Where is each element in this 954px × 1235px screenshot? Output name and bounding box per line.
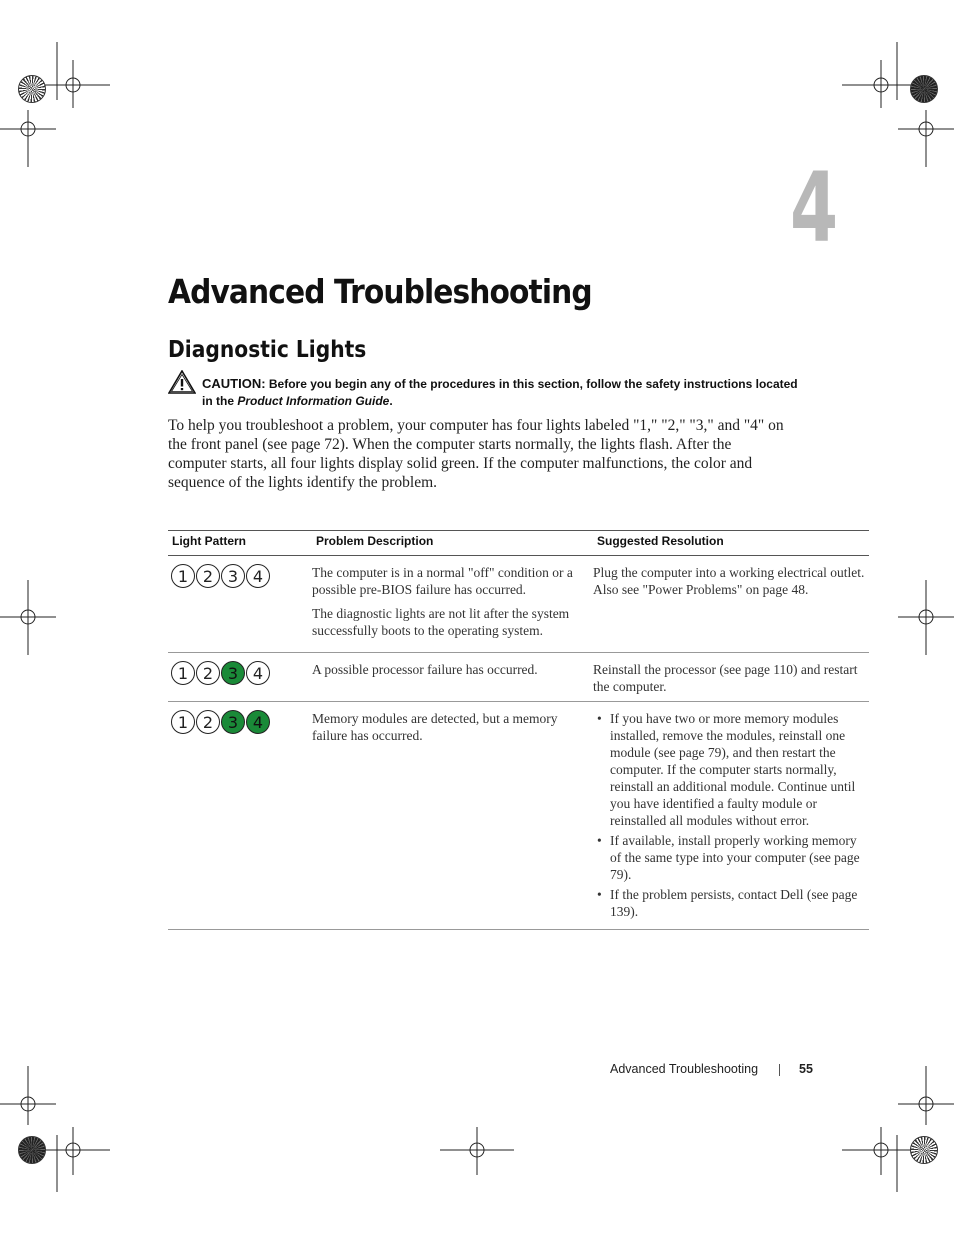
light-on-icon: 4: [246, 710, 270, 734]
problem-description-cell: [312, 702, 593, 930]
guide-title: Product Information Guide: [237, 394, 390, 408]
warning-triangle-icon: [168, 370, 196, 394]
suggested-resolution-cell: [593, 556, 869, 653]
footer-divider: [779, 1064, 780, 1076]
light-off-icon: 1: [171, 661, 195, 685]
bullet-icon: •: [597, 887, 602, 902]
light-pattern: [171, 710, 308, 734]
table-row: [168, 556, 869, 653]
light-on-icon: 3: [221, 710, 245, 734]
light-pattern: [171, 564, 308, 588]
suggested-resolution: Plug the computer into a working electrical outlet. Also see "Power Problems" on page 48.: [593, 565, 865, 597]
chapter-title: Advanced Troubleshooting: [168, 272, 592, 311]
light-off-icon: 2: [196, 710, 220, 734]
page-number: 55: [799, 1062, 813, 1076]
resolution-step: If the problem persists, contact Dell (see page 139).: [610, 887, 858, 919]
column-header: Light Pattern: [168, 531, 312, 556]
problem-description: The diagnostic lights are not lit after the system successfully boots to the operating system.: [312, 606, 570, 638]
problem-description: The computer is in a normal "off" condition or a possible pre-BIOS failure has occurred.: [312, 565, 573, 597]
light-on-icon: 3: [221, 661, 245, 685]
column-header: Suggested Resolution: [593, 531, 869, 556]
suggested-resolution-cell: [593, 653, 869, 702]
color-rosette-icon: [910, 1136, 938, 1164]
resolution-list-item: [593, 886, 865, 920]
light-off-icon: 3: [221, 564, 245, 588]
table-header-row: [168, 531, 869, 556]
color-rosette-icon: [910, 75, 938, 103]
diagnostic-lights-table: [168, 530, 869, 930]
resolution-step: If available, install properly working memory of the same type into your computer (see page 79).: [610, 833, 860, 882]
caution-body: Before you begin any of the procedures in this section, follow the safety instructions located in the: [202, 377, 798, 408]
light-off-icon: 1: [171, 710, 195, 734]
light-pattern-cell: [168, 702, 312, 930]
light-off-icon: 4: [246, 661, 270, 685]
resolution-list-item: [593, 710, 865, 829]
color-rosette-icon: [18, 75, 46, 103]
light-off-icon: 1: [171, 564, 195, 588]
resolution-list: [593, 710, 865, 920]
light-off-icon: 2: [196, 661, 220, 685]
color-rosette-icon: [18, 1136, 46, 1164]
light-off-icon: 2: [196, 564, 220, 588]
caution-text: [202, 375, 802, 410]
problem-description: Memory modules are detected, but a memory failure has occurred.: [312, 711, 558, 743]
intro-paragraph: To help you troubleshoot a problem, your computer has four lights labeled "1," "2," "3," and "4" on the front panel (see page 72). When the computer starts normally, the lights flash. After the computer starts, all four lights display solid green. If the computer malfunctions, the color and sequence of the lights identify the problem.: [168, 417, 784, 491]
light-pattern-cell: [168, 653, 312, 702]
table-row: [168, 702, 869, 930]
caution-label: CAUTION:: [202, 376, 266, 391]
chapter-number: 4: [790, 152, 839, 264]
suggested-resolution: Reinstall the processor (see page 110) and restart the computer.: [593, 662, 858, 694]
resolution-step: If you have two or more memory modules installed, remove the modules, reinstall one module (see page 79), and then restart the computer. If the computer starts normally, reinstall an additional module. Continue until you have identified a faulty module or reinstalled all modules without error.: [610, 711, 856, 828]
light-pattern: [171, 661, 308, 685]
column-header: Problem Description: [312, 531, 593, 556]
caution-end: .: [389, 394, 393, 408]
problem-description-cell: [312, 653, 593, 702]
suggested-resolution-cell: [593, 702, 869, 930]
table-row: [168, 653, 869, 702]
bullet-icon: •: [597, 711, 602, 726]
bullet-icon: •: [597, 833, 602, 848]
problem-description-cell: [312, 556, 593, 653]
problem-description: A possible processor failure has occurred.: [312, 662, 538, 677]
light-pattern-cell: [168, 556, 312, 653]
footer-chapter-title: Advanced Troubleshooting: [610, 1062, 759, 1076]
light-off-icon: 4: [246, 564, 270, 588]
section-title: Diagnostic Lights: [168, 337, 367, 363]
resolution-list-item: [593, 832, 865, 883]
